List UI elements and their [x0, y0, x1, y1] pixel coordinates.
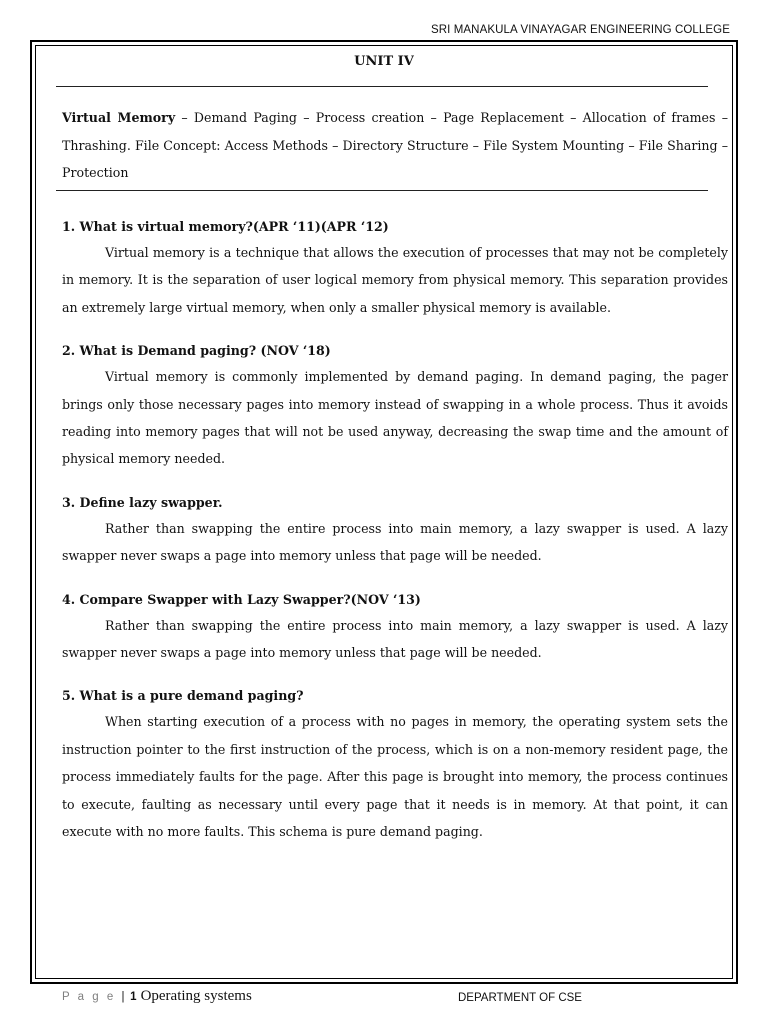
qa-item	[62, 587, 728, 667]
answer-4: Rather than swapping the entire process into main memory, a lazy swapper is used. A lazy swapper never swaps a page into memory unless that page will be needed.	[62, 617, 728, 661]
divider-bottom	[56, 190, 708, 191]
answer-2: Virtual memory is commonly implemented by demand paging. In demand paging, the pager brings only those necessary pages into memory instead of swapping in a whole process. Thus it avoids reading into memory pages that will not be used anyway, decreasing the swap time and the amount of physical memory needed.	[62, 369, 728, 467]
department-label: DEPARTMENT OF CSE	[458, 992, 582, 1004]
page-number: 1	[130, 991, 137, 1003]
qa-item	[62, 683, 728, 845]
unit-title: UNIT IV	[354, 54, 414, 69]
qa-item	[62, 338, 728, 473]
answer-5: When starting execution of a process with no pages in memory, the operating system sets the instruction pointer to the first instruction of the process, which is on a non-memory resident page, the process immediately faults for the page. After this page is brought into memory, the process continues to execute, faulting as necessary until every page that it needs is in memory. At that point, it can execute with no more faults. This schema is pure demand paging.	[62, 714, 728, 840]
syllabus-lead: Virtual Memory	[62, 110, 176, 125]
question-3: 3. Define lazy swapper.	[62, 494, 223, 510]
page-label: P a g e	[62, 991, 116, 1003]
footer-separator: |	[121, 991, 125, 1003]
course-name: Operating systems	[140, 988, 252, 1004]
divider-top	[56, 86, 708, 87]
answer-3: Rather than swapping the entire process into main memory, a lazy swapper is used. A lazy swapper never swaps a page into memory unless that page will be needed.	[62, 520, 728, 564]
question-4: 4. Compare Swapper with Lazy Swapper?(NOV ‘13)	[62, 591, 421, 607]
question-1: 1. What is virtual memory?(APR ‘11)(APR ‘12)	[62, 219, 389, 234]
qa-item	[62, 490, 728, 570]
qa-item	[62, 214, 728, 321]
question-5: 5. What is a pure demand paging?	[62, 688, 304, 704]
college-header: SRI MANAKULA VINAYAGAR ENGINEERING COLLEGE	[430, 24, 730, 36]
answer-1: Virtual memory is a technique that allows the execution of processes that may not be completely in memory. It is the separation of user logical memory from physical memory. This separation provides an extremely large virtual memory, when only a smaller physical memory is available.	[62, 245, 728, 315]
syllabus-text	[62, 104, 728, 187]
question-2: 2. What is Demand paging? (NOV ‘18)	[62, 343, 331, 359]
syllabus-rest: – Demand Paging – Process creation – Page Replacement – Allocation of frames – Thrashing. File Concept: Access Methods – Directory Structure – File System Mounting – File Sharing – Protection	[62, 110, 728, 180]
page-footer	[62, 988, 252, 1005]
qa-list	[62, 214, 728, 863]
